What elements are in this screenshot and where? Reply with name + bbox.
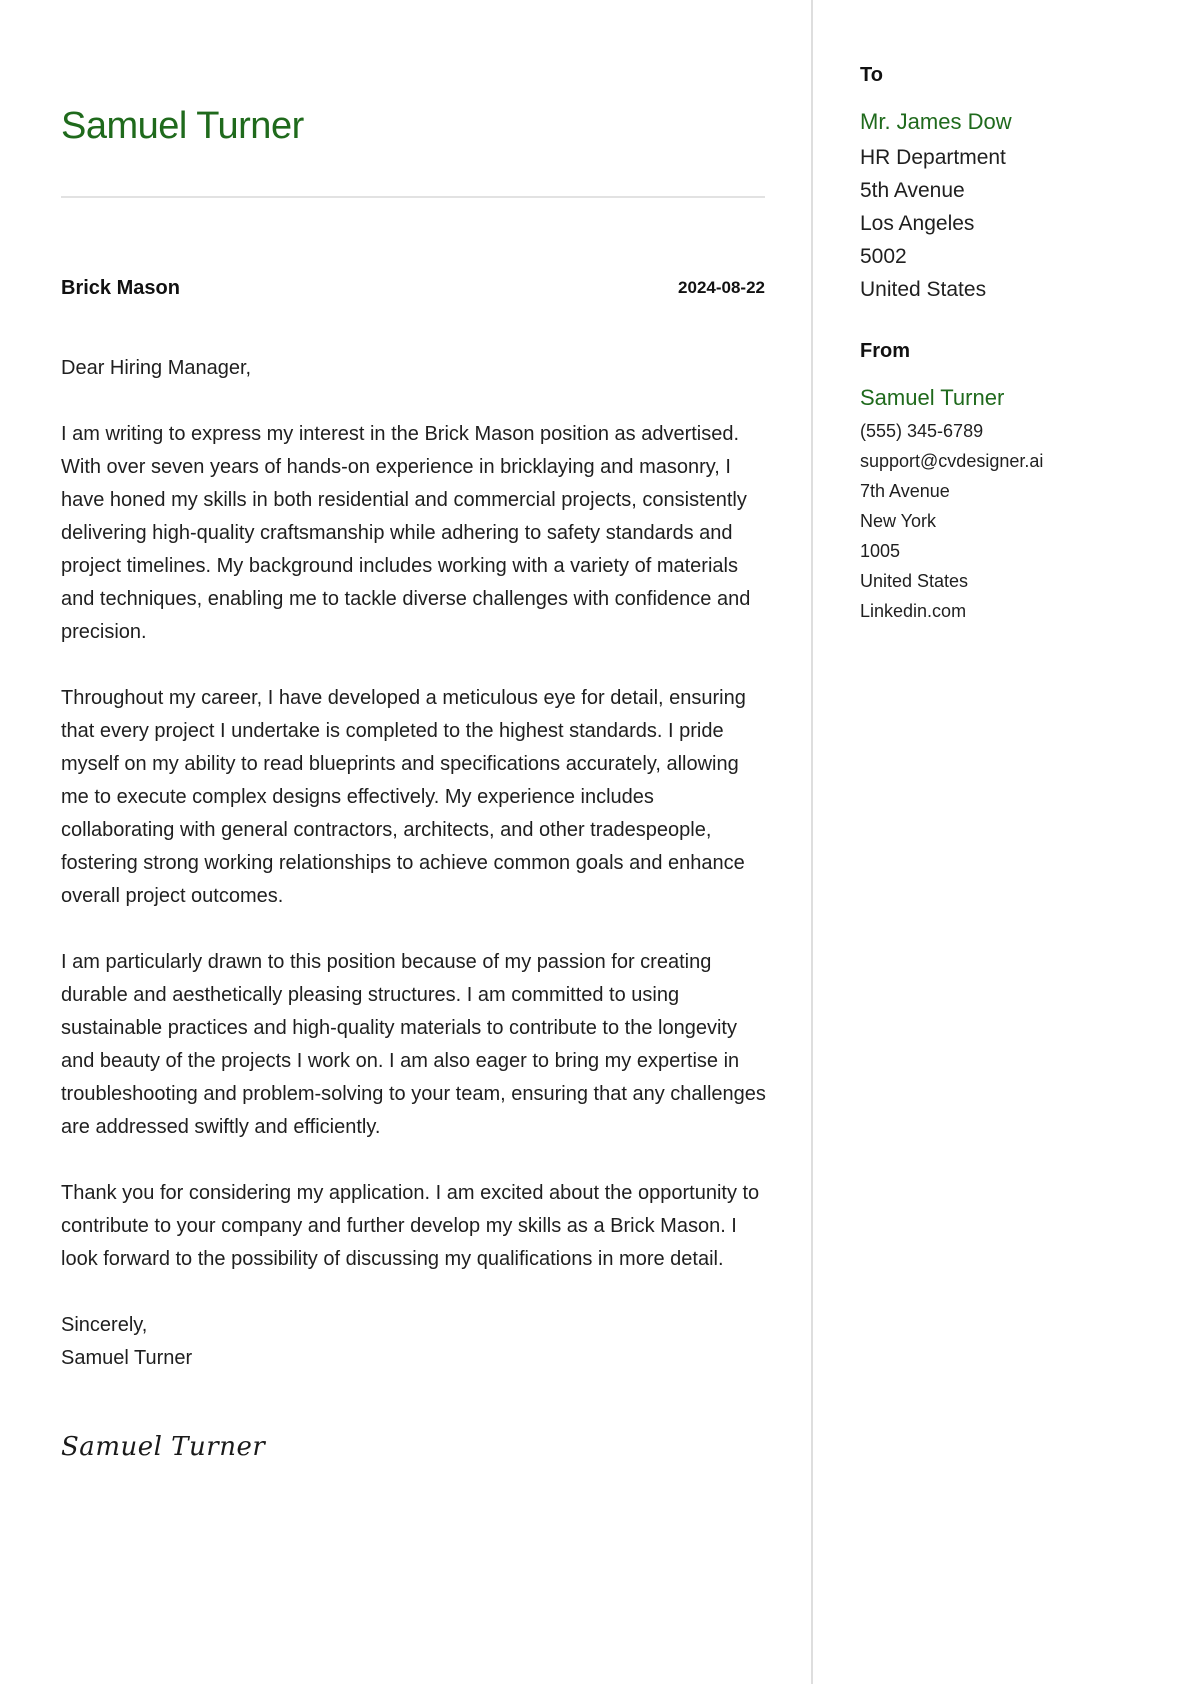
recipient-street: 5th Avenue: [860, 179, 965, 202]
applicant-name-heading: Samuel Turner: [61, 105, 304, 147]
body-paragraph-2: Throughout my career, I have developed a meticulous eye for detail, ensuring that every project I undertake is completed to the highest standards. I pride myself on my ability to read blueprints and specifications accurately, allowing me to execute complex designs effectively. My experience includes collaborating with general contractors, architects, and other tradespeople, fostering strong working relationships to achieve common goals and enhance overall project outcomes.: [61, 687, 746, 907]
header-divider: [61, 196, 765, 198]
sender-country: United States: [860, 571, 969, 591]
to-heading: To: [860, 64, 883, 86]
sender-name: Samuel Turner: [860, 385, 1005, 410]
from-heading: From: [860, 340, 910, 362]
column-divider: [811, 0, 813, 1684]
sender-email: support@cvdesigner.ai: [860, 451, 1044, 471]
letter-date: 2024-08-22: [678, 278, 765, 297]
sender-phone: (555) 345-6789: [860, 421, 984, 441]
closing-salutation: Sincerely,: [61, 1314, 148, 1336]
sender-street: 7th Avenue: [860, 481, 950, 501]
recipient-name: Mr. James Dow: [860, 109, 1012, 134]
body-paragraph-1: I am writing to express my interest in the Brick Mason position as advertised. With over seven years of hands-on experience in bricklaying and masonry, I have honed my skills in both residential and commercial projects, consistently delivering high-quality craftsmanship while adhering to safety standards and project timelines. My background includes working with a variety of materials and techniques, enabling me to tackle diverse challenges with confidence and precision.: [61, 423, 751, 643]
recipient-department: HR Department: [860, 146, 1006, 169]
sender-city: New York: [860, 511, 937, 531]
closing-block: [61, 1309, 771, 1375]
closing-name: Samuel Turner: [61, 1347, 193, 1369]
recipient-address: [860, 141, 1006, 306]
sender-details: [860, 416, 1043, 626]
sender-postcode: 1005: [860, 541, 901, 561]
letter-body: [61, 352, 771, 1408]
recipient-postcode: 5002: [860, 245, 907, 268]
greeting: Dear Hiring Manager,: [61, 357, 252, 379]
job-title: Brick Mason: [61, 277, 180, 299]
recipient-city: Los Angeles: [860, 212, 975, 235]
body-paragraph-4: Thank you for considering my application. I am excited about the opportunity to contribute to your company and further develop my skills as a Brick Mason. I look forward to the possibility of discussing my qualifications in more detail.: [61, 1182, 760, 1270]
body-paragraph-3: I am particularly drawn to this position because of my passion for creating durable and aesthetically pleasing structures. I am committed to using sustainable practices and high-quality materials to contribute to the longevity and beauty of the projects I work on. I am also eager to bring my expertise in troubleshooting and problem-solving to your team, ensuring that any challenges are addressed swiftly and efficiently.: [61, 951, 766, 1138]
sender-linkedin: Linkedin.com: [860, 601, 967, 621]
recipient-country: United States: [860, 278, 987, 301]
handwritten-signature: Samuel Turner: [61, 1432, 266, 1462]
